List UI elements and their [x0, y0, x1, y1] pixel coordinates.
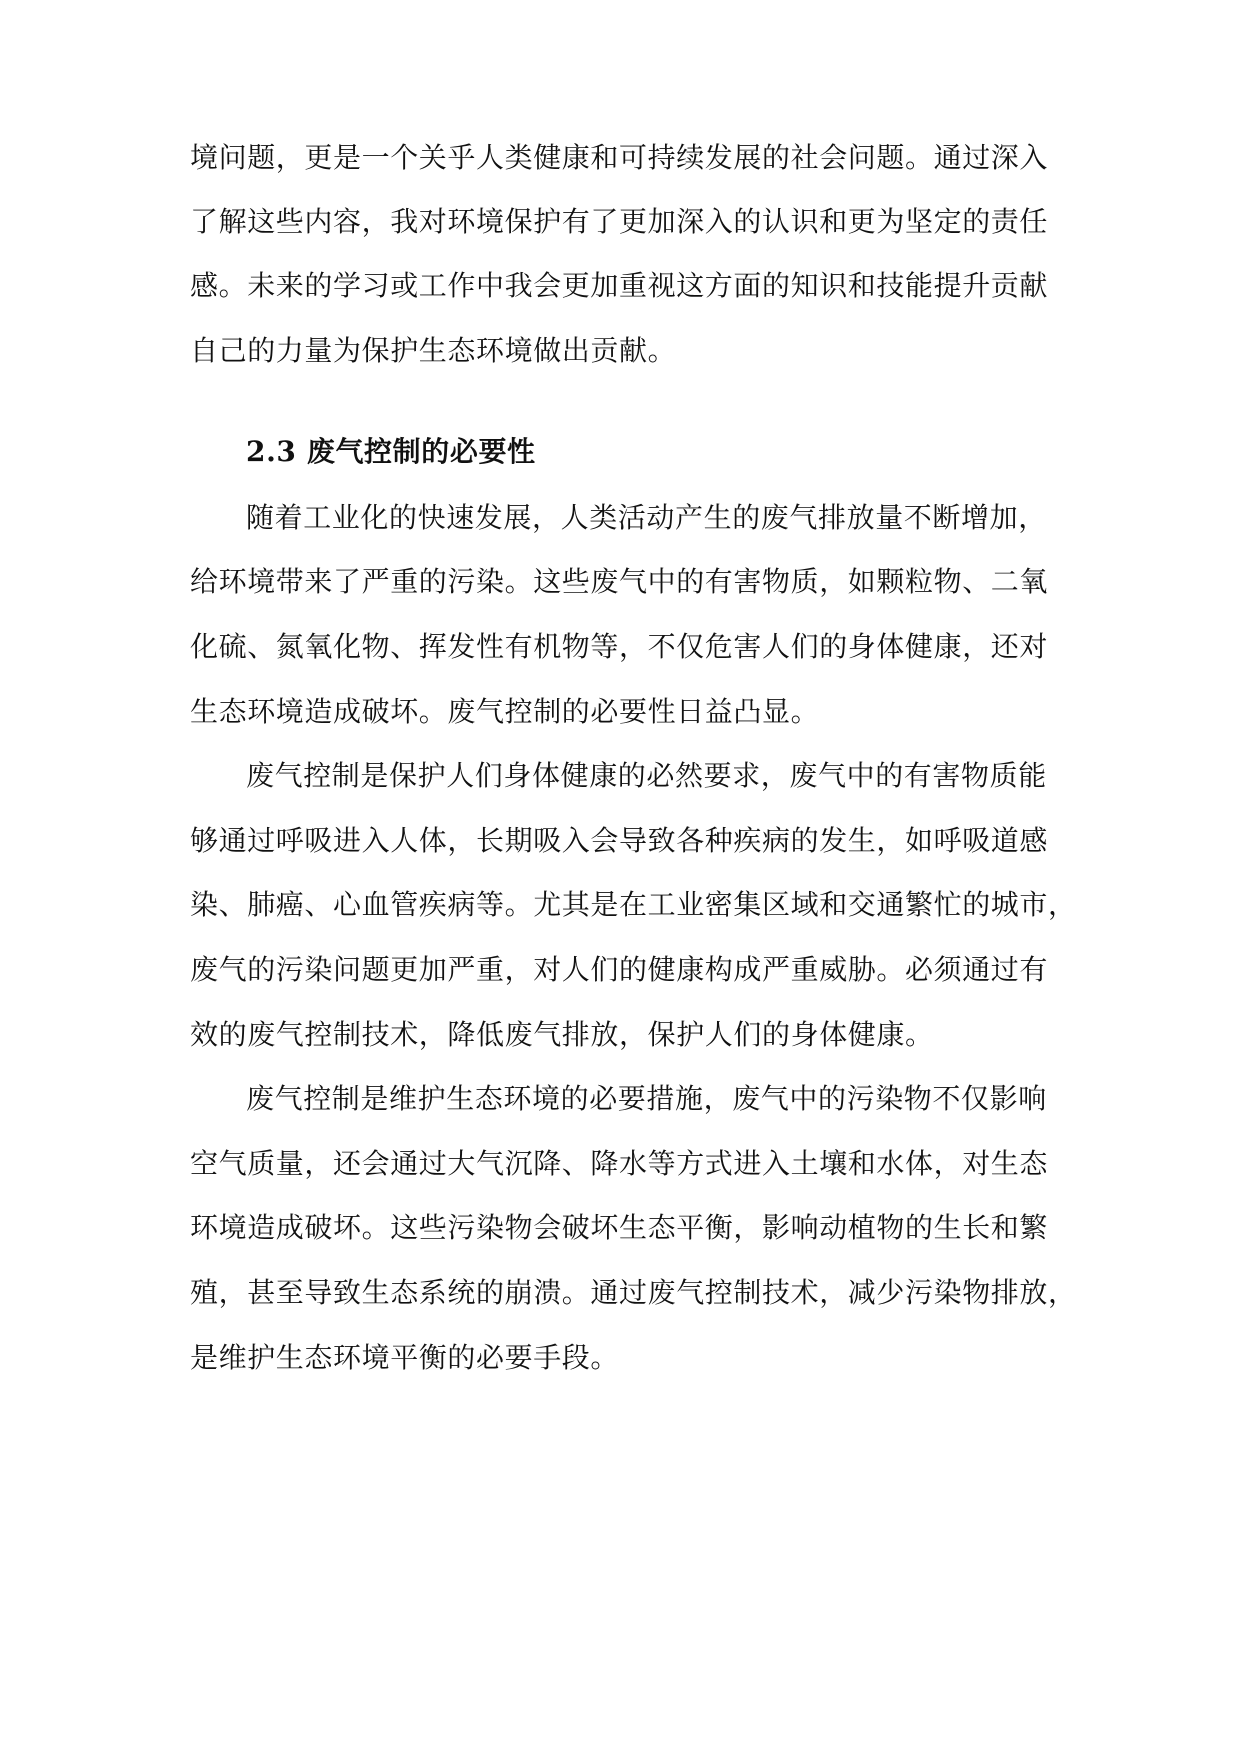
paragraph-line: 空气质量，还会通过大气沉降、降水等方式进入土壤和水体，对生态 — [190, 1147, 1049, 1180]
paragraph-line: 生态环境造成破坏。废气控制的必要性日益凸显。 — [190, 695, 820, 728]
paragraph-line: 了解这些内容，我对环境保护有了更加深入的认识和更为坚定的责任 — [190, 205, 1049, 238]
paragraph-line: 环境造成破坏。这些污染物会破坏生态平衡，影响动植物的生长和繁 — [190, 1211, 1049, 1244]
paragraph-line: 是维护生态环境平衡的必要手段。 — [190, 1341, 620, 1374]
paragraph-line: 自己的力量为保护生态环境做出贡献。 — [190, 334, 677, 367]
paragraph-line: 染、肺癌、心血管疾病等。尤其是在工业密集区域和交通繁忙的城市， — [190, 888, 1077, 921]
paragraph-line: 化硫、氮氧化物、挥发性有机物等，不仅危害人们的身体健康，还对 — [190, 630, 1049, 663]
paragraph-line: 废气控制是维护生态环境的必要措施，废气中的污染物不仅影响 — [246, 1082, 1047, 1115]
paragraph-line: 效的废气控制技术，降低废气排放，保护人们的身体健康。 — [190, 1018, 934, 1051]
paragraph-line: 给环境带来了严重的污染。这些废气中的有害物质，如颗粒物、二氧 — [190, 565, 1049, 598]
paragraph-line: 废气控制是保护人们身体健康的必然要求，废气中的有害物质能 — [246, 759, 1047, 792]
paragraph-line: 殖，甚至导致生态系统的崩溃。通过废气控制技术，减少污染物排放， — [190, 1276, 1077, 1309]
section-heading: 2.3 废气控制的必要性 — [246, 435, 536, 468]
paragraph-line: 感。未来的学习或工作中我会更加重视这方面的知识和技能提升贡献 — [190, 269, 1049, 302]
paragraph-line: 废气的污染问题更加严重，对人们的健康构成严重威胁。必须通过有 — [190, 953, 1049, 986]
paragraph-line: 够通过呼吸进入人体，长期吸入会导致各种疾病的发生，如呼吸道感 — [190, 824, 1049, 857]
paragraph-line: 境问题，更是一个关乎人类健康和可持续发展的社会问题。通过深入 — [190, 141, 1049, 174]
paragraph-line: 随着工业化的快速发展，人类活动产生的废气排放量不断增加， — [246, 501, 1047, 534]
